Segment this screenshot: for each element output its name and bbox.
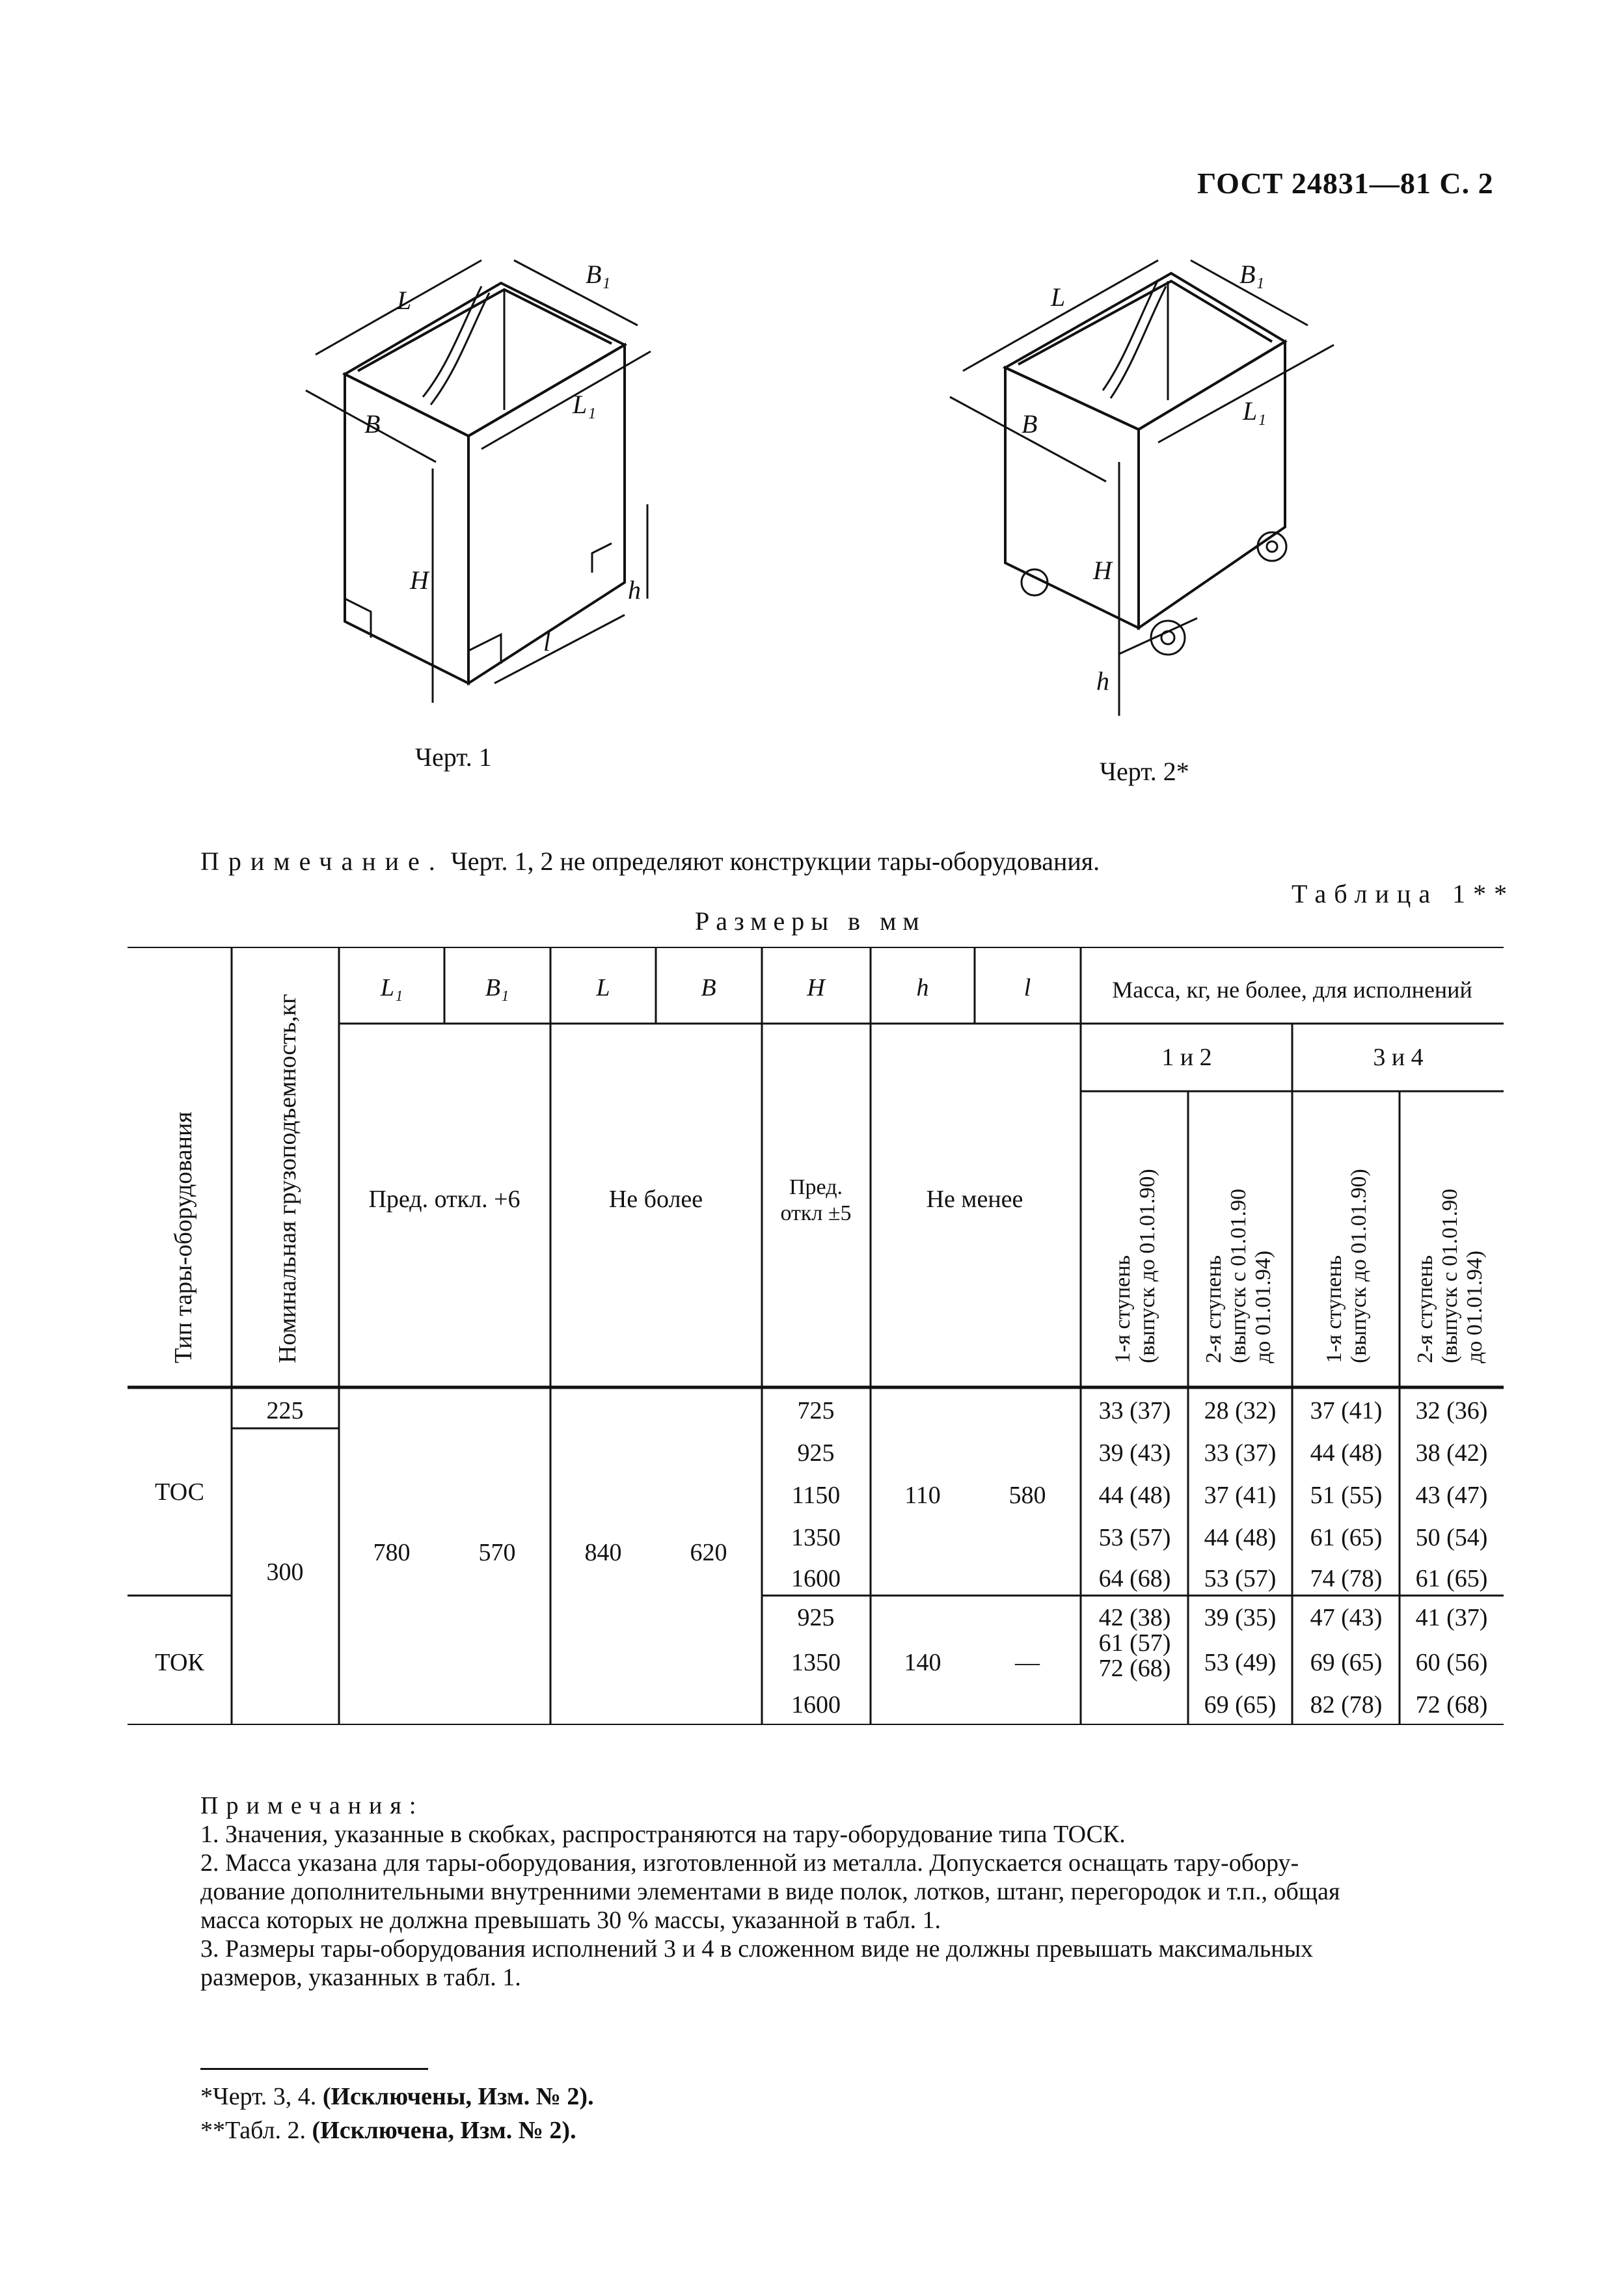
mass-col2-line2: (выпуск с 01.01.90: [1226, 1188, 1251, 1363]
figures-note: [200, 846, 1100, 877]
tol-H-line1: Пред.: [789, 1175, 843, 1199]
footnote-2: [200, 2114, 594, 2147]
footnote-divider: [200, 2068, 428, 2070]
capacity-225: 225: [266, 1397, 304, 1424]
mass-col2-line3: до 01.01.94): [1251, 1250, 1275, 1363]
figure-2-drawing: [943, 234, 1386, 729]
mass-cell: 72 (68): [1098, 1655, 1171, 1682]
header-mass-group-1: 1 и 2: [1161, 1044, 1212, 1071]
tol-H-line2: откл ±5: [780, 1201, 852, 1225]
mass-cell: 38 (42): [1415, 1439, 1488, 1467]
fig1-label-L1: L₁: [573, 390, 597, 419]
page-header: ГОСТ 24831—81 С. 2: [1197, 167, 1494, 200]
mass-cell: 39 (43): [1098, 1439, 1171, 1467]
mass-cell: 44 (48): [1204, 1524, 1277, 1551]
note-line: 1. Значения, указанные в скобках, распространяются на тару-оборудование типа ТОСК.: [200, 1821, 1126, 1848]
footnote-2-bold: (Исключена, Изм. № 2).: [312, 2117, 576, 2144]
fig2-label-H: H: [1093, 556, 1112, 585]
mass-cell: 64 (68): [1098, 1565, 1171, 1592]
mass-cell: 82 (78): [1310, 1691, 1383, 1719]
note-line: масса которых не должна превышать 30 % массы, указанной в табл. 1.: [200, 1907, 941, 1934]
cell-H: 725: [797, 1397, 835, 1424]
mass-cell: 37 (41): [1310, 1397, 1383, 1424]
mass-col2-line1: 2-я ступень: [1202, 1255, 1226, 1363]
mass-cell: 41 (37): [1415, 1604, 1488, 1631]
cell-L: 840: [584, 1539, 622, 1566]
cell-H: 1600: [791, 1565, 841, 1592]
header-h: h: [916, 974, 929, 1001]
mass-col1-line1: 1-я ступень: [1111, 1255, 1135, 1363]
cell-H: 925: [797, 1604, 835, 1631]
notes-block: [200, 1791, 1508, 1992]
mass-cell: 61 (65): [1415, 1565, 1488, 1592]
header-H: H: [807, 974, 825, 1001]
mass-cell: 33 (37): [1098, 1397, 1171, 1424]
mass-cell: 60 (56): [1415, 1649, 1488, 1676]
cell-H: 1350: [791, 1649, 841, 1676]
cell-l-toc: 580: [1008, 1482, 1046, 1509]
fig2-label-B: B: [1022, 409, 1038, 439]
cell-L1: 780: [373, 1539, 411, 1566]
figure-2-caption: Черт. 2*: [1100, 757, 1189, 786]
notes-title: Примечания:: [200, 1792, 424, 1819]
mass-cell: 72 (68): [1415, 1691, 1488, 1719]
header-mass: Масса, кг, не более, для исполнений: [1112, 977, 1472, 1003]
mass-cell: 42 (38): [1098, 1604, 1171, 1631]
tol-h-l: Не менее: [926, 1186, 1023, 1213]
capacity-300: 300: [266, 1558, 304, 1586]
fig2-label-L: L: [1051, 282, 1066, 312]
fig1-label-B: B: [364, 409, 381, 439]
mass-cell: 69 (65): [1310, 1649, 1383, 1676]
fig2-label-B1: B₁: [1239, 260, 1265, 289]
mass-cell: 53 (57): [1204, 1565, 1277, 1592]
tol-L1-B1: Пред. откл. +6: [368, 1186, 521, 1213]
mass-cell: 47 (43): [1310, 1604, 1383, 1631]
table-units: Размеры в мм: [695, 906, 926, 936]
mass-cell: 44 (48): [1098, 1482, 1171, 1509]
cell-B: 620: [690, 1539, 727, 1566]
header-L1: L₁: [380, 974, 403, 1001]
mass-cell: 32 (36): [1415, 1397, 1488, 1424]
mass-col3-line2: (выпуск до 01.01.90): [1347, 1169, 1371, 1363]
header-L: L: [596, 974, 610, 1001]
note-line: дование дополнительными внутренними элементами в виде полок, лотков, штанг, перегородок и т.п., общая: [200, 1878, 1340, 1905]
header-mass-group-2: 3 и 4: [1373, 1044, 1424, 1071]
mass-cell: 39 (35): [1204, 1604, 1277, 1631]
fig2-label-L1: L₁: [1243, 396, 1267, 426]
mass-col1-line2: (выпуск до 01.01.90): [1135, 1169, 1159, 1363]
cell-B1: 570: [478, 1539, 516, 1566]
cell-h-tok: 140: [904, 1649, 941, 1676]
table-title: Таблица 1**: [1292, 879, 1515, 908]
fig1-label-h: h: [628, 575, 641, 605]
figures-note-text: Черт. 1, 2 не определяют конструкции тары-оборудования.: [444, 847, 1100, 876]
mass-col4-line3: до 01.01.94): [1463, 1250, 1487, 1363]
mass-col4-line2: (выпуск с 01.01.90: [1438, 1188, 1462, 1363]
note-line: размеров, указанных в табл. 1.: [200, 1964, 521, 1991]
mass-cell: 50 (54): [1415, 1524, 1488, 1551]
mass-col4-line1: 2-я ступень: [1413, 1255, 1437, 1363]
mass-cell: 69 (65): [1204, 1691, 1277, 1719]
footnote-2-prefix: **Табл. 2.: [200, 2117, 312, 2144]
mass-cell: 61 (65): [1310, 1524, 1383, 1551]
mass-col3-line1: 1-я ступень: [1322, 1255, 1346, 1363]
footnote-1-bold: (Исключены, Изм. № 2).: [322, 2083, 594, 2110]
header-l: l: [1023, 974, 1031, 1001]
figures-note-label: Примечание.: [200, 847, 444, 876]
tol-L-B: Не более: [608, 1186, 703, 1213]
fig2-label-h: h: [1096, 666, 1109, 696]
mass-cell: 43 (47): [1415, 1482, 1488, 1509]
note-line: 2. Масса указана для тары-оборудования, изготовленной из металла. Допускается оснащать тару-обору-: [200, 1849, 1299, 1877]
header-type: Тип тары-оборудования: [170, 1111, 197, 1363]
figure-1-drawing: [286, 234, 703, 709]
fig1-label-B1: B₁: [586, 260, 611, 289]
figure-1-caption: Черт. 1: [415, 742, 492, 772]
table-1: [128, 947, 1504, 1725]
cell-h-toc: 110: [904, 1482, 941, 1509]
footnotes: [200, 2080, 594, 2147]
type-tok: ТОК: [155, 1649, 204, 1676]
cell-H: 925: [797, 1439, 835, 1467]
mass-cell: 33 (37): [1204, 1439, 1277, 1467]
mass-cell: 37 (41): [1204, 1482, 1277, 1509]
header-B1: B₁: [485, 974, 509, 1001]
mass-cell: 61 (57): [1098, 1629, 1171, 1657]
fig1-label-L: L: [397, 286, 412, 315]
mass-cell: 28 (32): [1204, 1397, 1277, 1424]
footnote-1-prefix: *Черт. 3, 4.: [200, 2083, 323, 2110]
fig1-label-H: H: [410, 565, 429, 595]
type-toc: ТОС: [155, 1478, 204, 1506]
mass-cell: 51 (55): [1310, 1482, 1383, 1509]
cell-H: 1350: [791, 1524, 841, 1551]
mass-cell: 53 (57): [1098, 1524, 1171, 1551]
mass-cell: 74 (78): [1310, 1565, 1383, 1592]
fig1-label-l: l: [543, 627, 551, 657]
mass-cell: 53 (49): [1204, 1649, 1277, 1676]
footnote-1: [200, 2080, 594, 2114]
header-B: B: [701, 974, 716, 1001]
cell-l-tok: —: [1015, 1649, 1040, 1676]
cell-H: 1600: [791, 1691, 841, 1719]
cell-H: 1150: [791, 1482, 841, 1509]
header-capacity: Номинальная грузоподъемность,кг: [274, 994, 301, 1363]
mass-cell: 44 (48): [1310, 1439, 1383, 1467]
note-line: 3. Размеры тары-оборудования исполнений 3 и 4 в сложенном виде не должны превышать максимальных: [200, 1935, 1314, 1963]
